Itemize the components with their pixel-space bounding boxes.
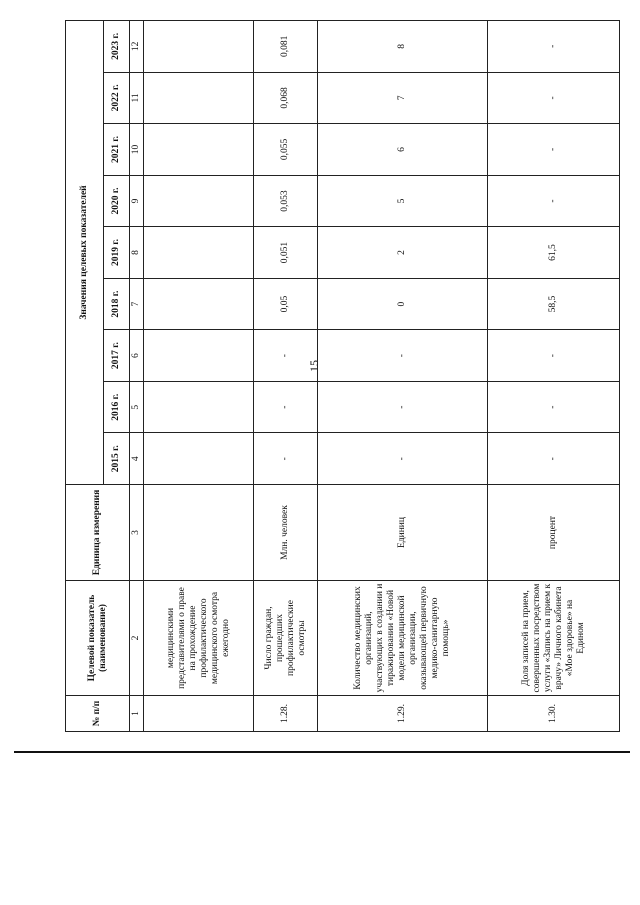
header-year: 2018 г. (104, 278, 130, 330)
value-cell: 58,5 (488, 278, 620, 330)
value-cell (144, 72, 254, 124)
header-year: 2020 г. (104, 175, 130, 227)
column-number: 9 (130, 175, 144, 227)
column-number: 2 (130, 581, 144, 696)
value-cell (144, 21, 254, 73)
value-cell: 8 (318, 21, 488, 73)
row-number: 1.30. (488, 696, 620, 732)
column-number: 6 (130, 330, 144, 382)
table-row (144, 21, 254, 732)
unit: Единиц (318, 485, 488, 581)
value-cell: - (254, 381, 318, 433)
value-cell: - (318, 433, 488, 485)
column-number: 1 (130, 696, 144, 732)
page-number: 15 (307, 360, 321, 372)
header-year: 2021 г. (104, 124, 130, 176)
row-number: 1.29. (318, 696, 488, 732)
indicator-name: Количество медицинских организаций, участвующих в создании и тиражировании «Новой модели медицинской организации, оказывающей первичную медико-санитарную помощь» (318, 581, 488, 696)
header-year: 2015 г. (104, 433, 130, 485)
value-cell: 61,5 (488, 227, 620, 279)
value-cell: 5 (318, 175, 488, 227)
value-cell: - (488, 21, 620, 73)
header-year: 2019 г. (104, 227, 130, 279)
rotated-table-container (65, 20, 619, 732)
value-cell: - (488, 72, 620, 124)
indicator-name: Число граждан, прошедших профилактические осмотры (254, 581, 318, 696)
header-year: 2016 г. (104, 381, 130, 433)
unit: процент (488, 485, 620, 581)
value-cell (144, 433, 254, 485)
column-number: 5 (130, 381, 144, 433)
value-cell: 0,055 (254, 124, 318, 176)
column-number: 12 (130, 21, 144, 73)
column-number: 7 (130, 278, 144, 330)
indicator-name: медицинскими представителями о праве на прохождение профилактического медицинского осмотра ежегодно (144, 581, 254, 696)
value-cell: 2 (318, 227, 488, 279)
unit: Млн. человек (254, 485, 318, 581)
column-number: 11 (130, 72, 144, 124)
header-year: 2023 г. (104, 21, 130, 73)
column-number: 10 (130, 124, 144, 176)
value-cell: - (254, 330, 318, 382)
header-year: 2017 г. (104, 330, 130, 382)
value-cell: 7 (318, 72, 488, 124)
target-indicators-table (65, 20, 620, 732)
value-cell: - (488, 124, 620, 176)
unit (144, 485, 254, 581)
row-number (144, 696, 254, 732)
value-cell: - (488, 433, 620, 485)
value-cell (144, 227, 254, 279)
row-number: 1.28. (254, 696, 318, 732)
value-cell (144, 330, 254, 382)
header-unit: Единица измерения (66, 485, 130, 581)
header-no: № п/п (66, 696, 130, 732)
header-name: Целевой показатель (наименование) (66, 581, 130, 696)
column-number: 4 (130, 433, 144, 485)
value-cell (144, 278, 254, 330)
value-cell: - (488, 175, 620, 227)
value-cell: 0,081 (254, 21, 318, 73)
value-cell: 0,051 (254, 227, 318, 279)
value-cell: - (254, 433, 318, 485)
value-cell: 6 (318, 124, 488, 176)
value-cell: - (318, 381, 488, 433)
header-values-title: Значения целевых показателей (66, 21, 104, 485)
value-cell (144, 175, 254, 227)
column-number: 8 (130, 227, 144, 279)
value-cell (144, 124, 254, 176)
value-cell: - (488, 330, 620, 382)
indicator-name: Доля записей на прием, совершенных посредством услуги «Запись на прием к врачу» Личного кабинета «Мое здоровье» на Едином (488, 581, 620, 696)
column-number: 3 (130, 485, 144, 581)
value-cell: 0,053 (254, 175, 318, 227)
value-cell (144, 381, 254, 433)
table-row (488, 21, 620, 732)
value-cell: 0,05 (254, 278, 318, 330)
table-row (318, 21, 488, 732)
value-cell: - (488, 381, 620, 433)
horizontal-divider (14, 751, 630, 753)
header-year: 2022 г. (104, 72, 130, 124)
value-cell: 0 (318, 278, 488, 330)
value-cell: 0,068 (254, 72, 318, 124)
table-row (254, 21, 318, 732)
value-cell: - (318, 330, 488, 382)
